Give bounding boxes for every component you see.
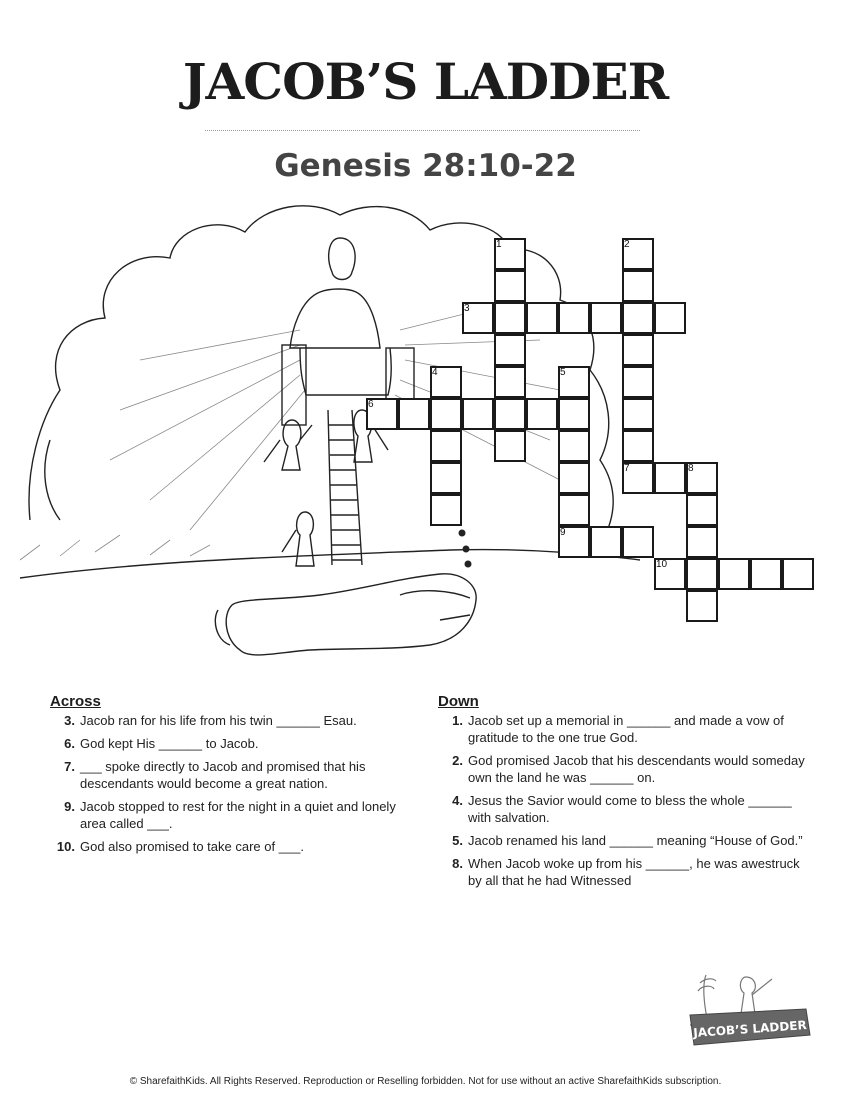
crossword-cell[interactable] (494, 270, 526, 302)
clue-item: 4. Jesus the Savior would come to bless the whole ______ with salvation. (452, 793, 792, 825)
clue-number: 7 (624, 463, 630, 474)
crossword-cell[interactable] (622, 526, 654, 558)
clue-number: 1 (496, 239, 502, 250)
clue-item: 9. Jacob stopped to rest for the night in a quiet and lonely area called ___. (64, 799, 396, 831)
copyright-footer: © SharefaithKids. All Rights Reserved. Reproduction or Reselling forbidden. Not for use without an active SharefaithKids subscription. (129, 1076, 722, 1087)
angel-figure (264, 420, 312, 470)
crossword-cell[interactable] (494, 398, 526, 430)
clue-item: 2. God promised Jacob that his descendants would someday own the land he was ______ on. (452, 753, 805, 785)
crossword-cell[interactable] (462, 398, 494, 430)
crossword-cell[interactable] (686, 494, 718, 526)
across-heading: Across (50, 693, 101, 710)
crossword-cell[interactable] (590, 526, 622, 558)
crossword-cell[interactable] (622, 430, 654, 462)
crossword-cell[interactable] (494, 302, 526, 334)
crossword-cell[interactable] (558, 302, 590, 334)
crossword-cell[interactable] (622, 302, 654, 334)
crossword-cell[interactable] (430, 494, 462, 526)
down-heading: Down (438, 693, 479, 710)
crossword-cell[interactable] (558, 430, 590, 462)
crossword-cell[interactable] (686, 526, 718, 558)
crossword-cell[interactable] (558, 494, 590, 526)
across-clues (50, 693, 400, 861)
jacobs-ladder-logo (686, 965, 812, 1061)
crossword-cell[interactable] (718, 558, 750, 590)
sleeping-jacob (226, 574, 476, 655)
clue-item: 6. God kept His ______ to Jacob. (64, 736, 259, 751)
angel-figure (282, 512, 314, 566)
clue-item: 10. God also promised to take care of ___. (56, 839, 305, 854)
crossword-cell[interactable] (526, 398, 558, 430)
clue-number: 8 (688, 463, 694, 474)
crossword-cell[interactable] (782, 558, 814, 590)
crossword-cell[interactable] (494, 334, 526, 366)
clue-item: 8. When Jacob woke up from his ______, he was awestruck by all that he had Witnessed (452, 856, 800, 888)
ground-line (20, 549, 640, 578)
crossword-cell[interactable] (622, 334, 654, 366)
ladder-icon (328, 410, 362, 565)
crossword-cell[interactable] (654, 462, 686, 494)
crossword-cell[interactable] (654, 302, 686, 334)
page-title: JACOB’S LADDER (182, 52, 669, 111)
crossword-cell[interactable] (686, 558, 718, 590)
clue-number: 6 (368, 399, 374, 410)
clue-item: 3. Jacob ran for his life from his twin ______ Esau. (64, 713, 357, 728)
crossword-cell[interactable] (494, 430, 526, 462)
crossword-cell[interactable] (622, 270, 654, 302)
crossword-cell[interactable] (590, 302, 622, 334)
crossword-cell[interactable] (622, 398, 654, 430)
crossword-cell[interactable] (558, 462, 590, 494)
clue-item: 1. Jacob set up a memorial in ______ and made a vow of gratitude to the one true God. (452, 713, 784, 745)
clue-item: 7. ___ spoke directly to Jacob and promised that his descendants would become a great nation. (64, 759, 366, 791)
clue-number: 4 (432, 367, 438, 378)
crossword-cell[interactable] (526, 302, 558, 334)
logo-text: JACOB’S LADDER (692, 1018, 808, 1040)
crossword-cell[interactable] (398, 398, 430, 430)
crossword-cell[interactable] (430, 462, 462, 494)
crossword-cell[interactable] (686, 590, 718, 622)
crossword-cell[interactable] (622, 366, 654, 398)
crossword-cell[interactable] (430, 398, 462, 430)
clue-number: 2 (624, 239, 630, 250)
crossword-cell[interactable] (750, 558, 782, 590)
clue-number: 3 (464, 303, 470, 314)
clue-number: 9 (560, 527, 566, 538)
clue-number: 10 (656, 559, 668, 570)
page-subtitle: Genesis 28:10-22 (274, 148, 577, 184)
crossword-cell[interactable] (558, 398, 590, 430)
clue-number: 5 (560, 367, 566, 378)
crossword-cell[interactable] (430, 430, 462, 462)
crossword-cell[interactable] (494, 366, 526, 398)
clue-item: 5. Jacob renamed his land ______ meaning “House of God.” (452, 833, 803, 848)
down-clues (438, 693, 808, 895)
seated-figure (329, 238, 355, 280)
